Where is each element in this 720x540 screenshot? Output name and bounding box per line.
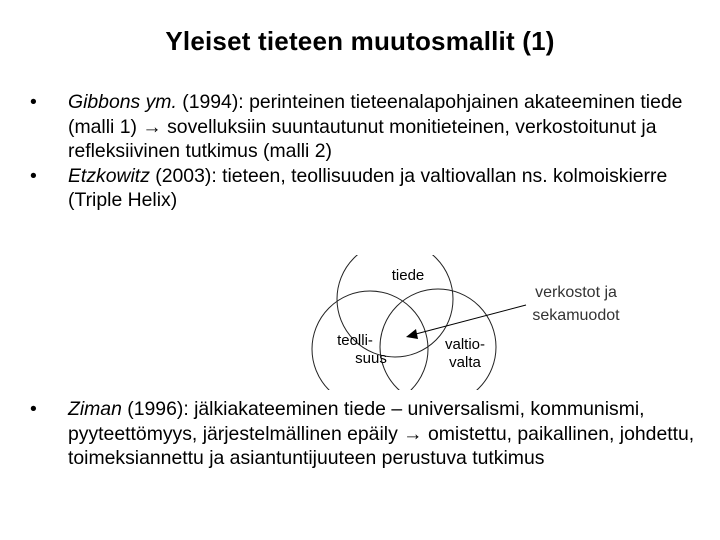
slide-title: Yleiset tieteen muutosmallit (1) [165,26,555,56]
bullet-author: Gibbons ym. [68,91,177,113]
bullet-author: Etzkowitz [68,164,150,187]
bullet-etzkowitz [30,164,700,213]
bullet-text: (1994): perinteinen tieteenalapohjainen akateeminen tiede (malli 1) → sovelluksiin suuntautunut monitieteinen, verkostoitunut ja refleksiivinen tutkimus (malli 2) [68,91,683,162]
venn-label-tiede: tiede [391,267,425,284]
bullet-gibbons [30,90,700,164]
bullet-text: (2003): tieteen, teollisuuden ja valtiovallan ns. kolmoiskierre (Triple Helix) [68,164,668,211]
bullet-list-top [30,90,700,213]
bullet-marker: • [30,398,37,420]
venn-label-teollisuus-2: suus [355,350,387,367]
bullet-ziman [30,397,700,471]
annotation-label-2: sekamuodot [532,307,620,324]
venn-label-valtiovalta-1: valtio- [444,336,486,353]
annotation-arrow-line [412,305,526,335]
venn-label-valtiovalta-2: valta [449,354,481,371]
annotation-label-1: verkostot ja [535,284,617,301]
bullet-author: Ziman [68,398,122,420]
annotation-arrow-head-icon [406,329,418,339]
bullet-list-bottom [30,397,700,471]
venn-label-teollisuus-1: teolli- [337,332,373,349]
bullet-text: (1996): jälkiakateeminen tiede – universalismi, kommunismi, pyyteettömyys, järjestelmällinen epäily → omistettu, paikallinen, johdettu, toimeksiannettu ja asiantuntijuuteen perustuva tutkimus [68,398,695,469]
triple-helix-venn-diagram [300,255,660,390]
bullet-marker: • [30,164,37,187]
bullet-marker: • [30,91,37,113]
